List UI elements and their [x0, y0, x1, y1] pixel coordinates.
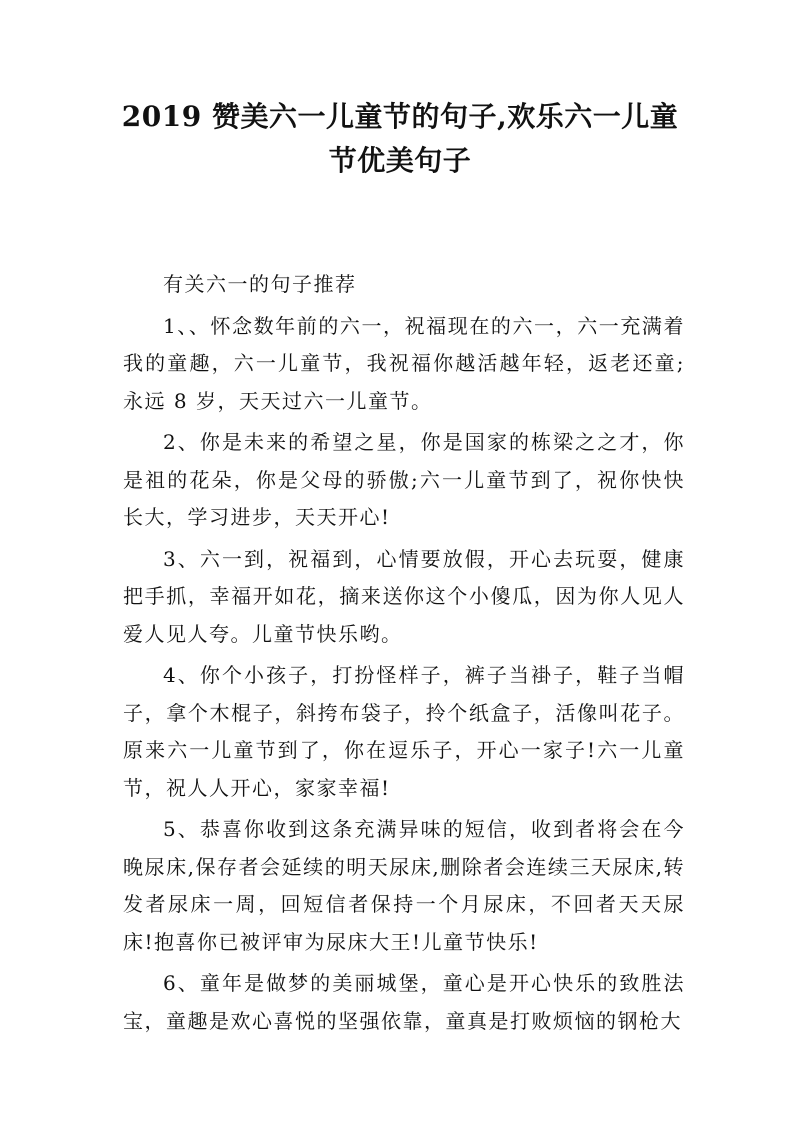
paragraph-5: 5、恭喜你收到这条充满异味的短信，收到者将会在今晚尿床,保存者会延续的明天尿床,删除者会连续三天尿床,转发者尿床一周，回短信者保持一个月尿床，不回者天天尿床!抱喜你已被评审为尿床大王!儿童节快乐! — [123, 817, 685, 954]
paragraph-1: 1、、怀念数年前的六一，祝福现在的六一，六一充满着我的童趣，六一儿童节，我祝福你越活越年轻，返老还童;永远 8 岁，天天过六一儿童节。 — [123, 313, 685, 413]
title-line-1: 2019 赞美六一儿童节的句子,欢乐六一儿童 — [121, 100, 679, 133]
title-line-2: 节优美句子 — [328, 144, 472, 177]
paragraph-2: 2、你是未来的希望之星，你是国家的栋梁之之才，你是祖的花朵，你是父母的骄傲;六一儿童节到了，祝你快快长大，学习进步，天天开心! — [123, 430, 685, 529]
paragraph-3: 3、六一到，祝福到，心情要放假，开心去玩耍，健康把手抓，幸福开如花，摘来送你这个小傻瓜，因为你人见人爱人见人夸。儿童节快乐哟。 — [123, 546, 685, 646]
section-heading: 有关六一的句子推荐 — [163, 272, 357, 296]
paragraph-4: 4、你个小孩子，打扮怪样子，裤子当褂子，鞋子当帽子，拿个木棍子，斜挎布袋子，拎个纸盒子，活像叫花子。原来六一儿童节到了，你在逗乐子，开心一家子!六一儿童节，祝人人开心，家家幸福! — [123, 663, 685, 800]
document-title — [110, 95, 690, 183]
document-body — [123, 266, 685, 1044]
paragraph-6: 6、童年是做梦的美丽城堡，童心是开心快乐的致胜法宝，童趣是欢心喜悦的坚强依靠，童真是打败烦恼的钢枪大 — [123, 971, 685, 1033]
